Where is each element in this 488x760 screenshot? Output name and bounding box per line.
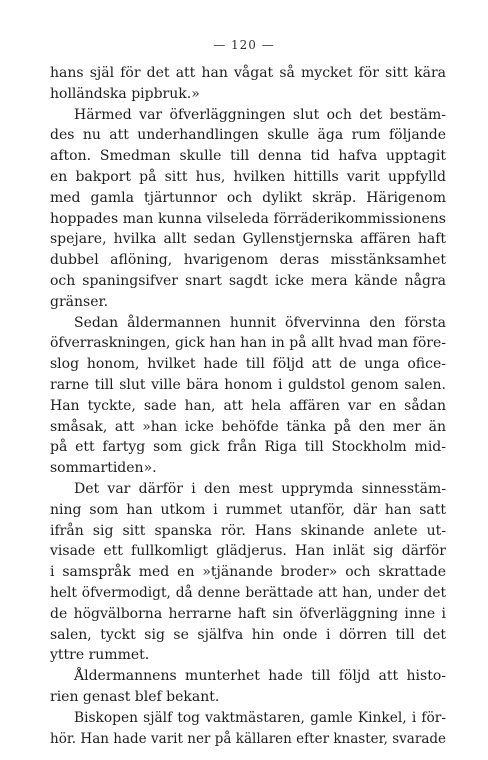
- text-line: Biskopen själf tog vaktmästaren, gamle Kinkel, i för-: [74, 709, 446, 726]
- text-line: rien genast blef bekant.: [50, 688, 220, 705]
- body-text: [50, 63, 446, 749]
- text-line: med gamla tjärtunnor och dylikt skräp. Härigenom: [50, 189, 446, 206]
- text-line: Han tyckte, sade han, att hela affären var en sådan: [50, 397, 446, 414]
- text-line: hans själ för det att han vågat så mycket för sitt kära: [50, 65, 446, 81]
- text-line: salen, tyckt sig se själfva hin onde i dörren till det: [50, 626, 446, 643]
- text-line: sommartiden».: [50, 460, 157, 477]
- text-line: hör. Han hade varit ner på källaren efter knaster, svarade: [50, 730, 446, 747]
- text-line: dubbel aflöning, hvarigenom deras misstänksamhet: [50, 252, 446, 269]
- text-line: Åldermannens munterhet hade till följd att histo-: [74, 668, 446, 685]
- text-line: en bakport på sitt hus, hvilken hittills varit uppfylld: [50, 168, 446, 185]
- text-line: på ett fartyg som gick från Riga till Stockholm mid-: [50, 439, 446, 456]
- text-line: helt öfvermodigt, då denne berättade att han, under det: [50, 584, 446, 601]
- text-line: småsak, att »han icke behöfde tänka på den mer än: [50, 418, 446, 435]
- text-line: de högvälborna herrarne haft sin öfverläggning inne i: [50, 605, 446, 622]
- text-line: ning som han utkom i rummet utanför, där han satt: [50, 501, 446, 518]
- text-line: gränser.: [50, 293, 109, 310]
- text-line: spejare, hvilka allt sedan Gyllenstjernska affären haft: [50, 231, 446, 248]
- text-line: visade ett fullkomligt glädjerus. Han inlät sig därför: [50, 543, 446, 560]
- text-line: ifrån sig sitt spanska rör. Hans skinande anlete ut-: [50, 522, 446, 539]
- text-line: öfverraskningen, gick han han in på allt hvad man före-: [50, 335, 446, 352]
- text-line: des nu att underhandlingen skulle äga rum följande: [50, 127, 446, 144]
- text-line: hoppades man kunna vilseleda förräderikommissionens: [50, 210, 446, 227]
- text-line: och spaningsifver snart sagdt icke mera kände några: [50, 272, 446, 289]
- text-line: holländska pipbruk.»: [50, 85, 200, 102]
- text-line: slog honom, hvilket hade till följd att de unga ofice-: [50, 356, 446, 373]
- text-line: yttre rummet.: [50, 647, 150, 664]
- text-line: Sedan åldermannen hunnit öfvervinna den första: [74, 314, 446, 331]
- text-line: rarne till slut ville bära honom i guldstol genom salen.: [50, 376, 446, 393]
- text-line: afton. Smedman skulle till denna tid hafva upptagit: [50, 148, 446, 165]
- text-line: Det var därför i den mest upprymda sinnesstäm-: [74, 480, 446, 497]
- page-number: — 120 —: [213, 38, 275, 52]
- text-line: Härmed var öfverläggningen slut och det bestäm-: [74, 106, 446, 123]
- text-line: i samspråk med en »tjänande broder» och skrattade: [50, 564, 446, 581]
